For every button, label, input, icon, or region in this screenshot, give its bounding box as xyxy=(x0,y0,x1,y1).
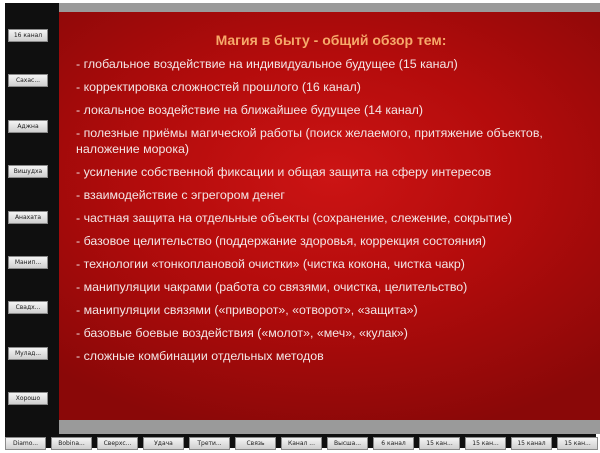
taskbar-item[interactable]: Высша... xyxy=(327,437,368,450)
list-item: - усиление собственной фиксации и общая защита на сферу интересов xyxy=(76,165,492,179)
taskbar-item[interactable]: Сверхс... xyxy=(97,437,138,450)
slide-top-bar xyxy=(59,3,600,12)
list-item: - манипуляции чакрами (работа со связями, очистка, целительство) xyxy=(76,280,468,294)
taskbar-item[interactable]: Канал ... xyxy=(281,437,322,450)
taskbar-item[interactable]: 15 кан... xyxy=(557,437,598,450)
sidebar-item-horosho[interactable]: Хорошо xyxy=(8,392,48,405)
taskbar-item[interactable]: Связь xyxy=(235,437,276,450)
list-item: - базовое целительство (поддержание здоровья, коррекция состояния) xyxy=(76,234,486,248)
list-item: - базовые боевые воздействия («молот», «меч», «кулак») xyxy=(76,326,408,340)
list-item: - полезные приёмы магической работы (поиск желаемого, притяжение объектов, наложение морока) xyxy=(76,126,543,156)
sidebar-item-svadhisthana[interactable]: Свадх... xyxy=(8,301,48,314)
slide-sidebar xyxy=(5,3,53,433)
sidebar-item-ajna[interactable]: Аджна xyxy=(8,120,48,133)
sidebar-item-manipura[interactable]: Манип... xyxy=(8,256,48,269)
taskbar xyxy=(5,435,600,453)
topic-list xyxy=(76,56,589,371)
list-item: - взаимодействие с эгрегором денег xyxy=(76,188,285,202)
list-item: - корректировка сложностей прошлого (16 канал) xyxy=(76,80,361,94)
taskbar-item[interactable]: 15 кан... xyxy=(465,437,506,450)
taskbar-item[interactable]: Diamo... xyxy=(5,437,46,450)
list-item: - сложные комбинации отдельных методов xyxy=(76,349,324,363)
taskbar-item[interactable]: 15 канал xyxy=(511,437,552,450)
taskbar-item[interactable]: Bobina... xyxy=(51,437,92,450)
sidebar-item-anahata[interactable]: Анахата xyxy=(8,211,48,224)
slide-title: Магия в быту - общий обзор тем: xyxy=(215,32,447,48)
taskbar-item[interactable]: Трети... xyxy=(189,437,230,450)
list-item: - технологии «тонкоплановой очистки» (чистка кокона, чистка чакр) xyxy=(76,257,465,271)
list-item: - частная защита на отдельные объекты (сохранение, слежение, сокрытие) xyxy=(76,211,512,225)
sidebar-item-sahasrara[interactable]: Сахас... xyxy=(8,74,48,87)
list-item: - глобальное воздействие на индивидуальное будущее (15 канал) xyxy=(76,57,458,71)
list-item: - локальное воздействие на ближайшее будущее (14 канал) xyxy=(76,103,423,117)
taskbar-item[interactable]: Удача xyxy=(143,437,184,450)
presentation-window xyxy=(5,3,596,448)
slide-content xyxy=(59,12,600,420)
sidebar-item-muladhara[interactable]: Мулад... xyxy=(8,347,48,360)
list-item: - манипуляции связями («приворот», «отворот», «защита») xyxy=(76,303,418,317)
taskbar-item[interactable]: 6 канал xyxy=(373,437,414,450)
slide-bottom-bar xyxy=(59,420,600,434)
sidebar-item-16-channel[interactable]: 16 канал xyxy=(8,29,48,42)
sidebar-item-vishuddha[interactable]: Вишудха xyxy=(8,165,48,178)
taskbar-item[interactable]: 15 кан... xyxy=(419,437,460,450)
